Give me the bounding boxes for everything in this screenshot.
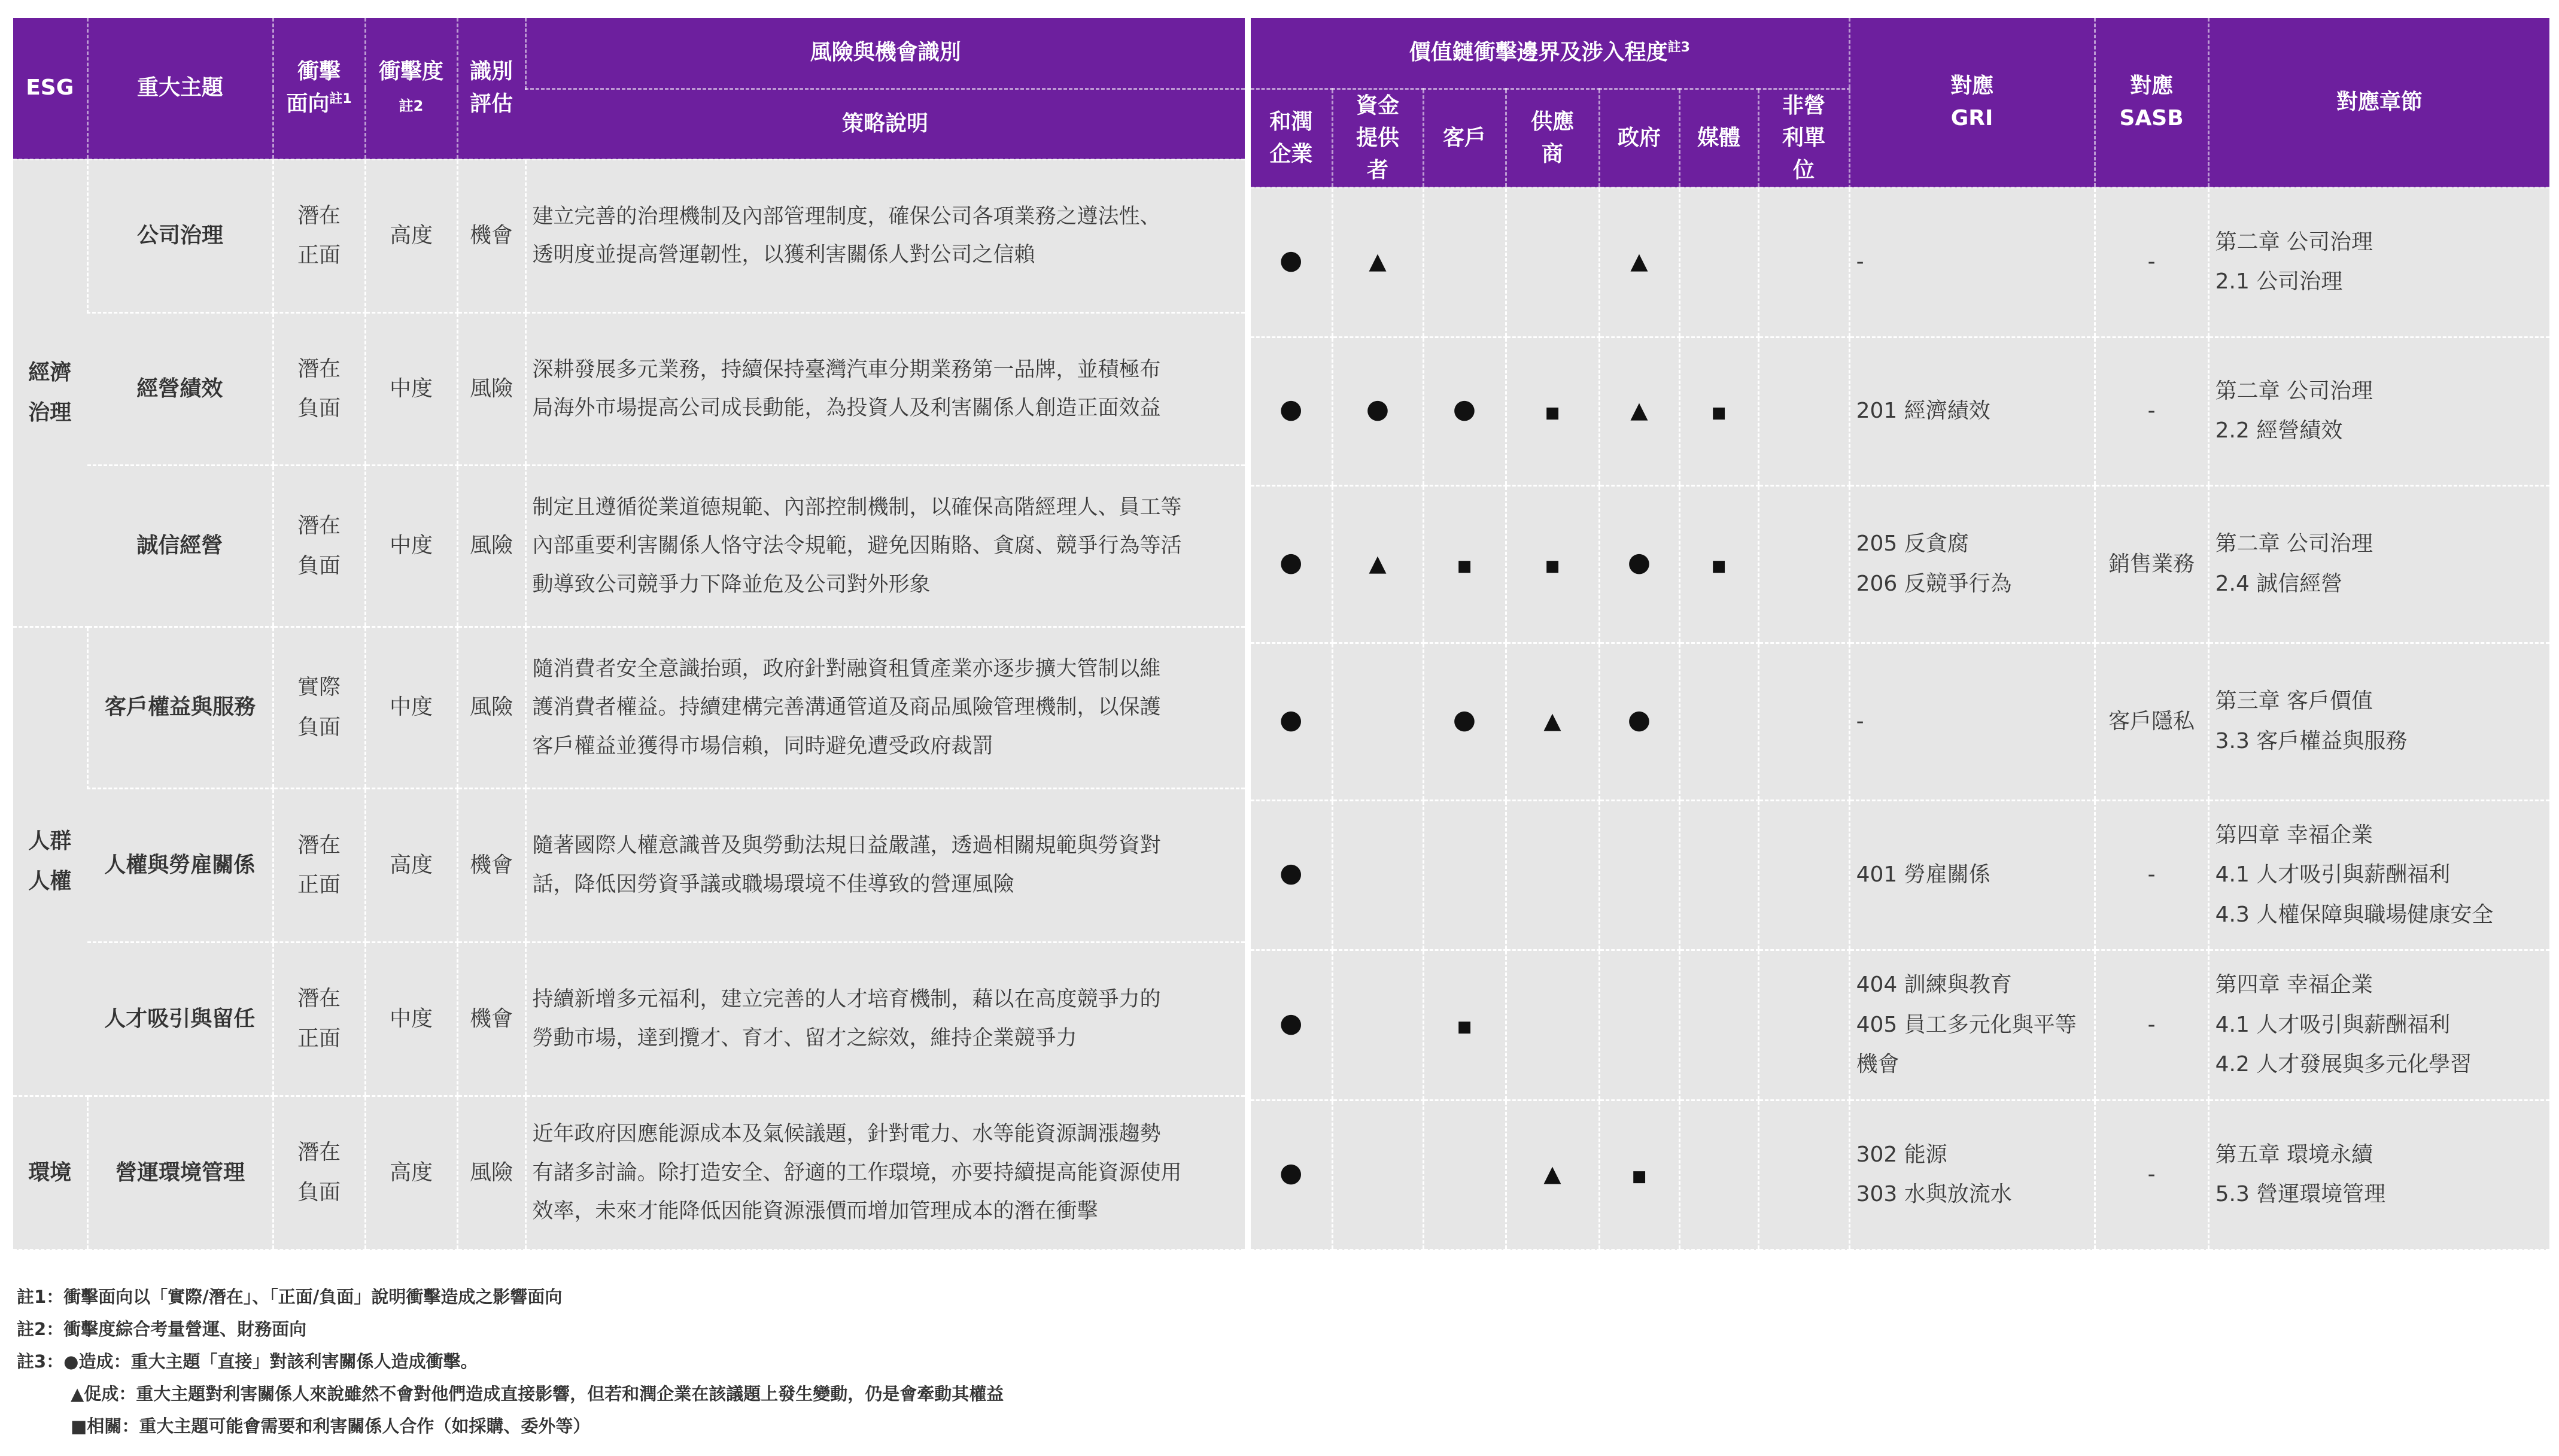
stakeholder-impact-cell: [1423, 801, 1506, 950]
stakeholder-impact-cell: [1679, 801, 1758, 950]
stakeholder-impact-cell: [1506, 337, 1599, 485]
triangle-icon: ▲: [1630, 247, 1648, 274]
stakeholder-impact-cell: [1758, 187, 1849, 337]
table-row: [1251, 337, 2549, 485]
circle-icon: ●: [1366, 394, 1390, 425]
chapter-reference-line: 第五章 環境永續: [2215, 1142, 2373, 1167]
impact-degree: 中度: [365, 466, 457, 627]
header-impact-degree-note: 註2: [399, 98, 424, 115]
strategy-description-line: 客戶權益並獲得市場信賴，同時避免遭受政府裁罰: [532, 734, 993, 759]
triangle-icon: ▲: [1543, 1160, 1561, 1187]
circle-icon: ●: [1280, 546, 1303, 577]
table-row: [13, 1096, 1245, 1250]
footnotes: [17, 1281, 2530, 1442]
gri-reference-line: 302 能源: [1856, 1142, 1947, 1167]
strategy-description: [525, 943, 1245, 1096]
impact-degree: 高度: [365, 1096, 457, 1250]
header-impact-degree: 衝擊度 註2: [365, 18, 457, 159]
table-row: [1251, 485, 2549, 643]
header-risk-opportunity: 風險與機會識別: [525, 18, 1245, 89]
stakeholder-impact-cell: [1506, 950, 1599, 1100]
evaluation: 風險: [457, 466, 525, 627]
square-icon: ■: [1457, 557, 1472, 575]
materiality-table-left: [13, 18, 1245, 1251]
stakeholder-impact-cell: [1679, 950, 1758, 1100]
stakeholder-impact-cell: [1506, 801, 1599, 950]
strategy-description-line: 制定且遵循從業道德規範、內部控制機制，以確保高階經理人、員工等: [532, 495, 1182, 519]
table-row: [13, 943, 1245, 1096]
header-stakeholder-6: 非營 利單 位: [1758, 89, 1849, 187]
strategy-description: [525, 789, 1245, 943]
square-icon: ■: [1457, 1017, 1472, 1036]
stakeholder-impact-cell: [1758, 337, 1849, 485]
stakeholder-impact-cell: [1506, 643, 1599, 801]
stakeholder-impact-cell: [1251, 643, 1332, 801]
stakeholder-impact-cell: [1506, 187, 1599, 337]
circle-icon: ●: [1280, 1007, 1303, 1038]
evaluation: 機會: [457, 943, 525, 1096]
impact-direction: 潛在 負面: [273, 313, 365, 466]
evaluation: 風險: [457, 313, 525, 466]
header-impact-direction-note: 註1: [329, 92, 352, 107]
stakeholder-impact-cell: [1599, 485, 1679, 643]
circle-icon: ●: [1627, 546, 1651, 577]
impact-degree: 中度: [365, 943, 457, 1096]
header-topic: 重大主題: [87, 18, 273, 159]
evaluation: 機會: [457, 789, 525, 943]
chapter-reference: [2208, 950, 2549, 1100]
gri-reference: [1849, 1100, 2095, 1250]
table-row: [1251, 801, 2549, 950]
topic-name: 人權與勞雇關係: [87, 789, 273, 943]
chapter-reference: [2208, 801, 2549, 950]
stakeholder-impact-cell: [1423, 337, 1506, 485]
stakeholder-impact-cell: [1332, 801, 1423, 950]
table-row: [1251, 643, 2549, 801]
chapter-reference-line: 4.2 人才發展與多元化學習: [2215, 1052, 2472, 1077]
stakeholder-impact-cell: [1332, 485, 1423, 643]
stakeholder-impact-cell: [1332, 1100, 1423, 1250]
circle-icon: ●: [1627, 704, 1651, 735]
square-icon: ■: [1711, 557, 1727, 575]
strategy-description: [525, 313, 1245, 466]
strategy-description-line: 內部重要利害關係人恪守法令規範，避免因賄賂、貪腐、競爭行為等活: [532, 534, 1182, 558]
sasb-reference: -: [2095, 950, 2208, 1100]
chapter-reference-line: 3.3 客戶權益與服務: [2215, 729, 2408, 754]
stakeholder-impact-cell: [1679, 187, 1758, 337]
stakeholder-impact-cell: [1758, 950, 1849, 1100]
footnote-1: 註1：衝擊面向以「實際/潛在」、「正面/負面」說明衝擊造成之影響面向: [17, 1287, 563, 1307]
header-strategy: 策略說明: [525, 89, 1245, 159]
gri-reference-line: 201 經濟績效: [1856, 399, 1990, 424]
strategy-description-line: 有諸多討論。除打造安全、舒適的工作環境，亦要持續提高能資源使用: [532, 1160, 1182, 1185]
gri-reference-line: 401 勞雇關係: [1856, 862, 1990, 887]
impact-direction: 潛在 正面: [273, 943, 365, 1096]
chapter-reference: [2208, 187, 2549, 337]
esg-category: 環境: [13, 1096, 87, 1250]
stakeholder-impact-cell: [1599, 801, 1679, 950]
sasb-reference: -: [2095, 1100, 2208, 1250]
chapter-reference-line: 第二章 公司治理: [2215, 378, 2373, 403]
chapter-reference-line: 5.3 營運環境管理: [2215, 1182, 2386, 1207]
stakeholder-impact-cell: [1506, 485, 1599, 643]
header-value-chain-note: 註3: [1667, 40, 1690, 56]
stakeholder-impact-cell: [1599, 187, 1679, 337]
chapter-reference: [2208, 1100, 2549, 1250]
strategy-description: [525, 1096, 1245, 1250]
gri-reference: [1849, 485, 2095, 643]
topic-name: 公司治理: [87, 159, 273, 313]
table-row: [13, 159, 1245, 313]
table-row: [1251, 1100, 2549, 1250]
circle-icon: ●: [1280, 394, 1303, 425]
triangle-icon: ▲: [1543, 707, 1561, 734]
strategy-description: [525, 627, 1245, 789]
square-icon: ■: [1631, 1168, 1647, 1186]
stakeholder-impact-cell: [1423, 485, 1506, 643]
table-row: [13, 627, 1245, 789]
chapter-reference: [2208, 337, 2549, 485]
header-stakeholder-0: 和潤 企業: [1251, 89, 1332, 187]
circle-icon: ●: [1280, 1157, 1303, 1188]
topic-name: 人才吸引與留任: [87, 943, 273, 1096]
chapter-reference-line: 4.1 人才吸引與薪酬福利: [2215, 1012, 2451, 1037]
stakeholder-impact-cell: [1423, 643, 1506, 801]
gri-reference-line: -: [1856, 249, 1864, 274]
strategy-description-line: 隨消費者安全意識抬頭，政府針對融資租賃產業亦逐步擴大管制以維: [532, 656, 1161, 681]
gri-reference-line: 303 水與放流水: [1856, 1182, 2012, 1207]
footnote-3-triangle: ▲促成：重大主題對利害關係人來說雖然不會對他們造成直接影響，但若和潤企業在該議題上發生變動，仍是會牽動其權益: [71, 1384, 1004, 1404]
circle-icon: ●: [1280, 858, 1303, 889]
header-value-chain: 價值鏈衝擊邊界及涉入程度$^{註3}$: [1251, 18, 1849, 89]
chapter-reference-line: 2.2 經營績效: [2215, 418, 2343, 443]
table-row: [13, 466, 1245, 627]
impact-direction: 潛在 正面: [273, 789, 365, 943]
stakeholder-impact-cell: [1423, 950, 1506, 1100]
stakeholder-impact-cell: [1679, 643, 1758, 801]
stakeholder-impact-cell: [1332, 337, 1423, 485]
impact-degree: 中度: [365, 313, 457, 466]
chapter-reference-line: 4.1 人才吸引與薪酬福利: [2215, 862, 2451, 887]
strategy-description-line: 建立完善的治理機制及內部管理制度，確保公司各項業務之遵法性、: [532, 204, 1161, 229]
topic-name: 經營績效: [87, 313, 273, 466]
header-gri: 對應 GRI: [1849, 18, 2095, 187]
stakeholder-impact-cell: [1599, 1100, 1679, 1250]
impact-degree: 中度: [365, 627, 457, 789]
stakeholder-impact-cell: [1251, 187, 1332, 337]
gri-reference-line: 206 反競爭行為: [1856, 572, 2012, 596]
stakeholder-impact-cell: [1332, 643, 1423, 801]
gri-reference-line: 205 反貪腐: [1856, 531, 1969, 557]
evaluation: 風險: [457, 1096, 525, 1250]
topic-name: 客戶權益與服務: [87, 627, 273, 789]
strategy-description-line: 效率，未來才能降低因能資源漲價而增加管理成本的潛在衝擊: [532, 1199, 1098, 1224]
circle-icon: ●: [1452, 394, 1476, 425]
chapter-reference-line: 4.3 人權保障與職場健康安全: [2215, 902, 2494, 927]
gri-reference: [1849, 337, 2095, 485]
chapter-reference: [2208, 485, 2549, 643]
stakeholder-impact-cell: [1251, 485, 1332, 643]
strategy-description-line: 局海外市場提高公司成長動能，為投資人及利害關係人創造正面效益: [532, 396, 1161, 421]
chapter-reference-line: 2.1 公司治理: [2215, 269, 2343, 294]
table-row: [13, 789, 1245, 943]
esg-category: 人群 人權: [13, 627, 87, 1096]
gri-reference: [1849, 950, 2095, 1100]
topic-name: 營運環境管理: [87, 1096, 273, 1250]
stakeholder-impact-cell: [1599, 643, 1679, 801]
gri-reference-line: 404 訓練與教育: [1856, 972, 2012, 998]
stakeholder-impact-cell: [1758, 485, 1849, 643]
stakeholder-impact-cell: [1679, 337, 1758, 485]
header-stakeholder-5: 媒體: [1679, 89, 1758, 187]
gri-reference: [1849, 801, 2095, 950]
evaluation: 機會: [457, 159, 525, 313]
impact-direction: 實際 負面: [273, 627, 365, 789]
footnote-3: 註3：●造成：重大主題「直接」對該利害關係人造成衝擊。: [17, 1351, 478, 1372]
chapter-reference-line: 2.4 誠信經營: [2215, 572, 2343, 596]
esg-category: 經濟 治理: [13, 159, 87, 627]
materiality-table-right: [1251, 18, 2549, 1251]
header-impact-direction: 衝擊 面向$^{註1}$: [273, 18, 365, 159]
chapter-reference-line: 第二章 公司治理: [2215, 531, 2373, 557]
topic-name: 誠信經營: [87, 466, 273, 627]
header-chapter: 對應章節: [2208, 18, 2549, 187]
stakeholder-impact-cell: [1251, 337, 1332, 485]
strategy-description: [525, 159, 1245, 313]
square-icon: ■: [1545, 404, 1560, 422]
circle-icon: ●: [1280, 244, 1303, 275]
strategy-description-line: 護消費者權益。持續建構完善溝通管道及商品風險管理機制，以保護: [532, 695, 1161, 720]
header-esg: ESG: [13, 18, 87, 159]
impact-direction: 潛在 負面: [273, 1096, 365, 1250]
strategy-description: [525, 466, 1245, 627]
impact-degree: 高度: [365, 789, 457, 943]
strategy-description-line: 近年政府因應能源成本及氣候議題，針對電力、水等能資源調漲趨勢: [532, 1121, 1161, 1146]
table-row: [1251, 187, 2549, 337]
gri-reference-line: -: [1856, 709, 1864, 734]
stakeholder-impact-cell: [1758, 801, 1849, 950]
stakeholder-impact-cell: [1679, 485, 1758, 643]
stakeholder-impact-cell: [1423, 1100, 1506, 1250]
sasb-reference: 客戶隱私: [2095, 643, 2208, 801]
gri-reference: [1849, 187, 2095, 337]
stakeholder-impact-cell: [1758, 643, 1849, 801]
sasb-reference: -: [2095, 337, 2208, 485]
sasb-reference: 銷售業務: [2095, 485, 2208, 643]
strategy-description-line: 話，降低因勞資爭議或職場環境不佳導致的營運風險: [532, 873, 1014, 897]
impact-degree: 高度: [365, 159, 457, 313]
stakeholder-impact-cell: [1506, 1100, 1599, 1250]
header-sasb: 對應 SASB: [2095, 18, 2208, 187]
chapter-reference-line: 第三章 客戶價值: [2215, 689, 2373, 714]
header-stakeholder-3: 供應 商: [1506, 89, 1599, 187]
triangle-icon: ▲: [1369, 549, 1387, 576]
footnote-2: 註2：衝擊度綜合考量營運、財務面向: [17, 1319, 307, 1339]
stakeholder-impact-cell: [1679, 1100, 1758, 1250]
triangle-icon: ▲: [1630, 397, 1648, 424]
stakeholder-impact-cell: [1423, 187, 1506, 337]
footnote-3-square: ■相關：重大主題可能會需要和利害關係人合作（如採購、委外等）: [71, 1416, 591, 1436]
square-icon: ■: [1545, 557, 1560, 575]
stakeholder-impact-cell: [1332, 950, 1423, 1100]
strategy-description-line: 持續新增多元福利，建立完善的人才培育機制，藉以在高度競爭力的: [532, 987, 1161, 1012]
gri-reference-line: 405 員工多元化與平等: [1856, 1012, 2077, 1037]
strategy-description-line: 透明度並提高營運韌性，以獲利害關係人對公司之信賴: [532, 243, 1035, 268]
stakeholder-impact-cell: [1251, 950, 1332, 1100]
header-stakeholder-2: 客戶: [1423, 89, 1506, 187]
stakeholder-impact-cell: [1758, 1100, 1849, 1250]
sasb-reference: -: [2095, 801, 2208, 950]
strategy-description-line: 隨著國際人權意識普及與勞動法規日益嚴謹，透過相關規範與勞資對: [532, 834, 1161, 858]
chapter-reference-line: 第四章 幸福企業: [2215, 822, 2373, 847]
header-evaluation: 識別 評估: [457, 18, 525, 159]
circle-icon: ●: [1452, 704, 1476, 735]
stakeholder-impact-cell: [1332, 187, 1423, 337]
gri-reference-line: 機會: [1856, 1052, 1900, 1077]
evaluation: 風險: [457, 627, 525, 789]
chapter-reference-line: 第四章 幸福企業: [2215, 972, 2373, 998]
table-row: [1251, 950, 2549, 1100]
circle-icon: ●: [1280, 704, 1303, 735]
triangle-icon: ▲: [1369, 247, 1387, 274]
square-icon: ■: [1711, 404, 1727, 422]
header-stakeholder-1: 資金 提供 者: [1332, 89, 1423, 187]
strategy-description-line: 勞動市場，達到攬才、育才、留才之綜效，維持企業競爭力: [532, 1026, 1077, 1051]
strategy-description-line: 動導致公司競爭力下降並危及公司對外形象: [532, 573, 931, 597]
header-stakeholder-4: 政府: [1599, 89, 1679, 187]
impact-direction: 潛在 負面: [273, 466, 365, 627]
gri-reference: [1849, 643, 2095, 801]
strategy-description-line: 深耕發展多元業務，持續保持臺灣汽車分期業務第一品牌，並積極布: [532, 357, 1161, 382]
table-row: [13, 313, 1245, 466]
sasb-reference: -: [2095, 187, 2208, 337]
stakeholder-impact-cell: [1599, 337, 1679, 485]
chapter-reference: [2208, 643, 2549, 801]
stakeholder-impact-cell: [1251, 1100, 1332, 1250]
impact-direction: 潛在 正面: [273, 159, 365, 313]
chapter-reference-line: 第二章 公司治理: [2215, 229, 2373, 254]
stakeholder-impact-cell: [1599, 950, 1679, 1100]
stakeholder-impact-cell: [1251, 801, 1332, 950]
